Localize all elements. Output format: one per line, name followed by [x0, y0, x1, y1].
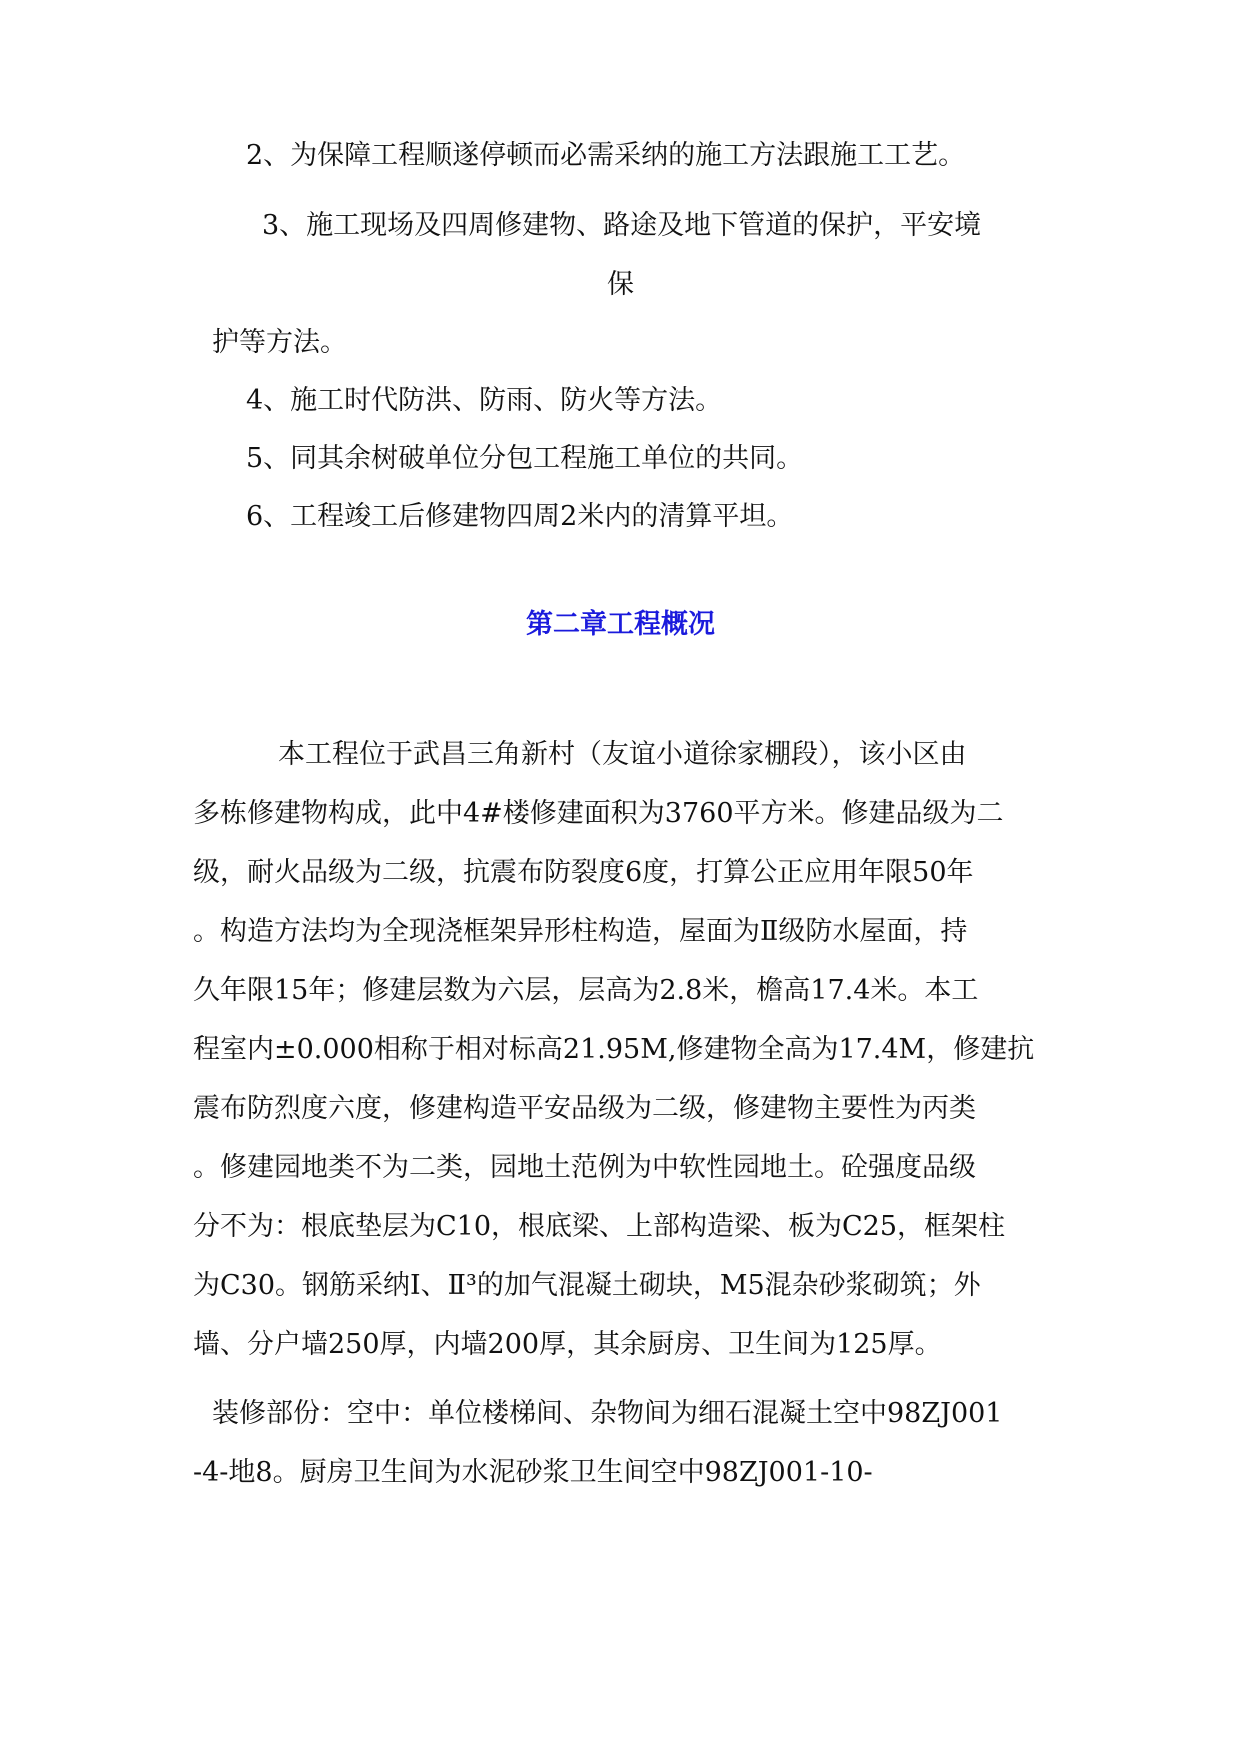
- list-item-3-line2: 保: [607, 269, 634, 300]
- paragraph-line: 分不为：根底垫层为C10，根底梁、上部构造梁、板为C25，框架柱: [193, 1211, 1006, 1242]
- list-item-4: 4、施工时代防洪、防雨、防火等方法。: [246, 385, 723, 416]
- paragraph-line: 。修建园地类不为二类，园地土范例为中软性园地土。砼强度品级: [193, 1152, 976, 1183]
- paragraph-line: 震布防烈度六度，修建构造平安品级为二级，修建物主要性为丙类: [193, 1093, 976, 1124]
- paragraph-line: 级，耐火品级为二级，抗震布防裂度6度，打算公正应用年限50年: [193, 857, 974, 888]
- list-item-5: 5、同其余树破单位分包工程施工单位的共同。: [246, 443, 804, 474]
- paragraph-line: 程室内±0.000相称于相对标高21.95M,修建物全高为17.4M，修建抗: [193, 1034, 1035, 1065]
- list-item-2: 2、为保障工程顺遂停顿而必需采纳的施工方法跟施工工艺。: [246, 140, 966, 171]
- paragraph-line: 。构造方法均为全现浇框架异形柱构造，屋面为Ⅱ级防水屋面，持: [193, 916, 968, 947]
- paragraph-line: 为C30。钢筋采纳Ⅰ、Ⅱ³的加气混凝土砌块，M5混杂砂浆砌筑；外: [193, 1270, 981, 1301]
- list-item-3-line1: 3、施工现场及四周修建物、路途及地下管道的保护，平安境: [262, 210, 982, 241]
- paragraph-line: 多栋修建物构成，此中4#楼修建面积为3760平方米。修建品级为二: [193, 798, 1004, 829]
- decoration-line-1: 装修部份：空中：单位楼梯间、杂物间为细石混凝土空中98ZJ001: [212, 1398, 1003, 1429]
- decoration-line-2: -4-地8。厨房卫生间为水泥砂浆卫生间空中98ZJ001-10-: [193, 1457, 873, 1488]
- list-item-3-line3: 护等方法。: [212, 327, 347, 358]
- paragraph-line: 久年限15年；修建层数为六层，层高为2.8米，檐高17.4米。本工: [193, 975, 979, 1006]
- paragraph-line: 墙、分户墙250厚，内墙200厚，其余厨房、卫生间为125厚。: [193, 1329, 942, 1360]
- list-item-6: 6、工程竣工后修建物四周2米内的清算平坦。: [246, 501, 794, 532]
- paragraph-line: 本工程位于武昌三角新村（友谊小道徐家棚段），该小区由: [278, 739, 967, 770]
- chapter-title: 第二章工程概况: [526, 609, 715, 640]
